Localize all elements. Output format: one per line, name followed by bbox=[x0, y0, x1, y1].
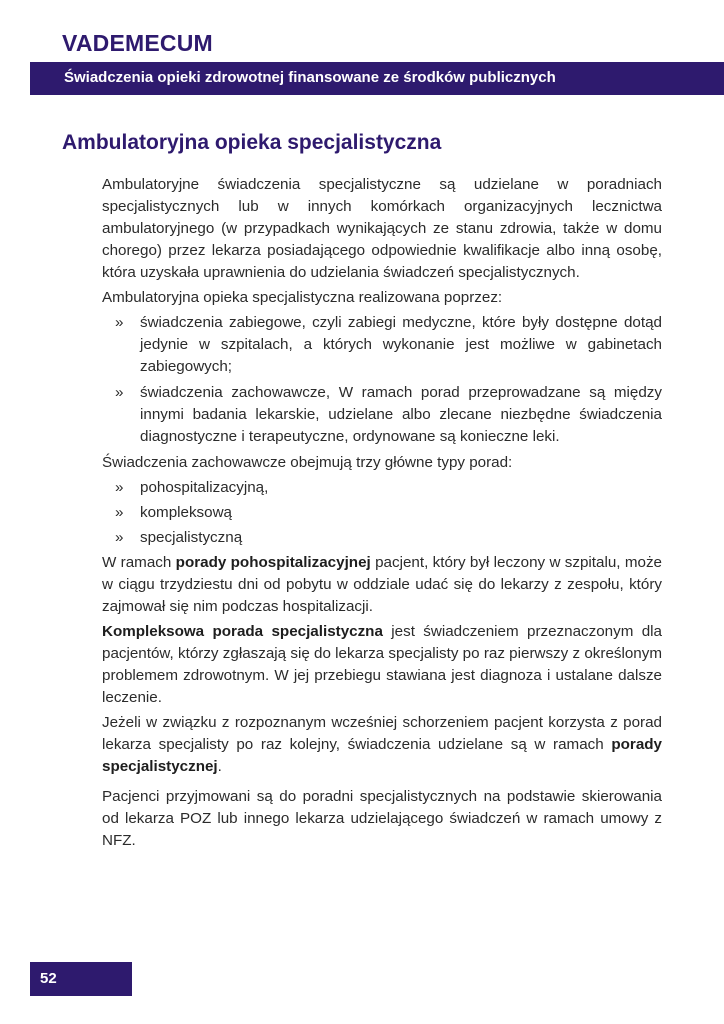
paragraph-intro: Ambulatoryjne świadczenia specjalistyczne są udzielane w poradniach specjalistycznych lub w innych komórkach organizacyjnych lecznictwa ambulatoryjnego (w przypadkach wynikających ze stanu zdrowia, także w domu chorego) przez lekarza posiadającego odpowiednie kwalifikacje albo inną osobę, która uzyskała uprawnienia do udzielania świadczeń specjalistycznych. bbox=[102, 176, 662, 281]
header-title: VADEMECUM bbox=[62, 30, 213, 56]
paragraph-post-hospital bbox=[102, 552, 662, 618]
header-band bbox=[30, 62, 724, 95]
paragraph-consult-types: Świadczenia zachowawcze obejmują trzy główne typy porad: bbox=[102, 454, 513, 471]
body-content bbox=[102, 174, 662, 855]
page-number: 52 bbox=[40, 970, 57, 987]
list-item-text: pohospitalizacyjną, bbox=[140, 479, 269, 496]
list-item bbox=[102, 502, 662, 524]
bullet-icon: » bbox=[115, 504, 124, 521]
text-run: pacjent, który był leczony w szpitalu, może w ciągu trzydziestu dni od pobytu w oddziale udać się do lekarzy z zespołu, który zajmował się nim podczas hospitalizacji. bbox=[102, 554, 662, 615]
bullet-icon: » bbox=[115, 479, 124, 496]
bold-term: porady pohospitalizacyjnej bbox=[175, 554, 371, 571]
text-run: W ramach bbox=[102, 554, 176, 571]
text-run: Jeżeli w związku z rozpoznanym wcześniej schorzeniem pacjent korzysta z porad lekarza specjalisty po raz kolejny, świadczenia udzielane są w ramach bbox=[102, 714, 662, 753]
paragraph-referral: Pacjenci przyjmowani są do poradni specjalistycznych na podstawie skierowania od lekarza POZ lub innego lekarza udzielającego świadczeń w ramach umowy z NFZ. bbox=[102, 788, 662, 849]
list-item-text: świadczenia zabiegowe, czyli zabiegi medyczne, które były dostępne dotąd jedynie w szpitalach, a których wykonanie jest możliwe w gabinetach zabiegowych; bbox=[140, 314, 662, 375]
list-item bbox=[102, 312, 662, 378]
list-item bbox=[102, 527, 662, 549]
list-item-text: świadczenia zachowawcze, W ramach porad przeprowadzane są między innymi badania lekarskie, udzielane albo zlecane niezbędne świadczenia diagnostyczne i terapeutyczne, ordynowane są konieczne leki. bbox=[140, 384, 662, 445]
paragraph-specialist bbox=[102, 712, 662, 778]
list-item bbox=[102, 477, 662, 499]
bold-term: porady specjalistycznej bbox=[102, 736, 662, 775]
list-item bbox=[102, 382, 662, 448]
bullet-icon: » bbox=[115, 529, 124, 546]
bold-term: Kompleksowa porada specjalistyczna bbox=[102, 623, 383, 640]
header-subtitle: Świadczenia opieki zdrowotnej finansowane ze środków publicznych bbox=[64, 69, 556, 86]
bullet-icon: » bbox=[115, 384, 124, 401]
text-run: . bbox=[217, 758, 222, 775]
paragraph-complex bbox=[102, 621, 662, 709]
list-item-text: kompleksową bbox=[140, 504, 233, 521]
bullet-icon: » bbox=[115, 314, 124, 331]
services-list bbox=[102, 312, 662, 448]
list-item-text: specjalistyczną bbox=[140, 529, 243, 546]
consult-types-list bbox=[102, 477, 662, 549]
page-number-box bbox=[30, 962, 132, 996]
text-run: jest świadczeniem przeznaczonym dla pacjentów, którzy zgłaszają się do lekarza specjalisty po raz pierwszy z określonym problemem zdrowotnym. W jej przebiegu stawiana jest diagnoza i ustalane dalsze leczenie. bbox=[102, 623, 662, 706]
section-title: Ambulatoryjna opieka specjalistyczna bbox=[62, 131, 442, 154]
paragraph-realization: Ambulatoryjna opieka specjalistyczna realizowana poprzez: bbox=[102, 289, 503, 306]
